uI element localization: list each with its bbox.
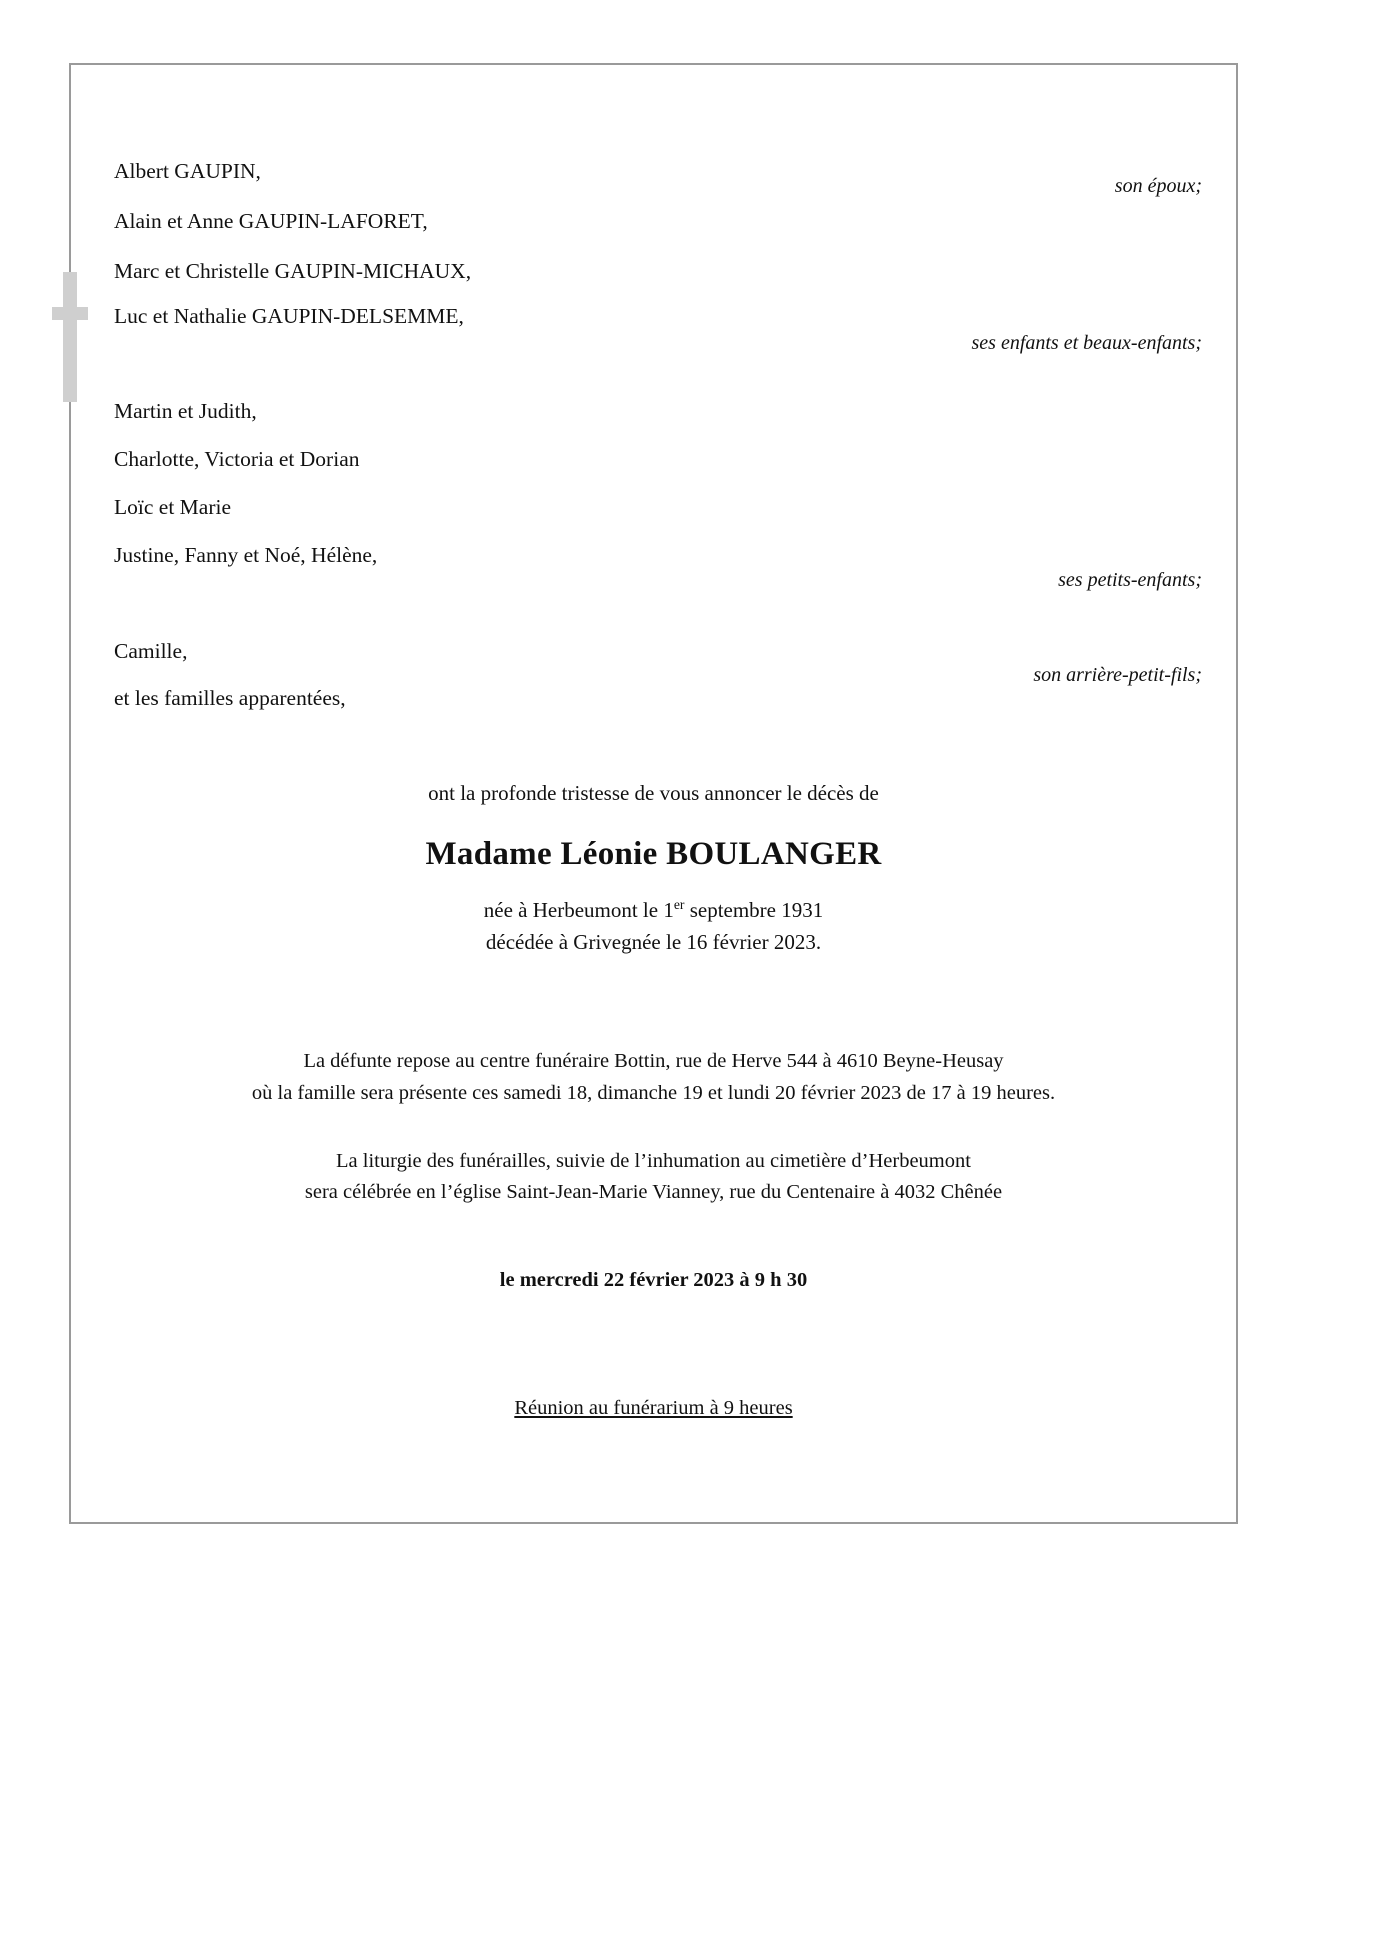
family-member-name: Camille,: [114, 639, 188, 663]
relation-label-spouse: son époux;: [1114, 175, 1202, 197]
ceremony-datetime: le mercredi 22 février 2023 à 9 h 30: [499, 1269, 808, 1292]
reunion-line: Réunion au funérarium à 9 heures: [514, 1396, 793, 1419]
relation-label-grandchildren: ses petits-enfants;: [1058, 569, 1202, 591]
family-member-name: Alain et Anne GAUPIN-LAFORET,: [114, 209, 428, 233]
spacer: [69, 1297, 1238, 1393]
liturgy-line-1: La liturgie des funérailles, suivie de l’inhumation au cimetière d’Herbeumont: [336, 1149, 971, 1172]
notice-content: [69, 63, 1238, 1524]
family-member-name: Marc et Christelle GAUPIN-MICHAUX,: [114, 259, 472, 283]
repose-line-2: où la famille sera présente ces samedi 18, dimanche 19 et lundi 20 février 2023 de 17 à 19 heures.: [251, 1081, 1056, 1104]
liturgy-line-2: sera célébrée en l’église Saint-Jean-Marie Vianney, rue du Centenaire à 4032 Chênée: [304, 1181, 1003, 1204]
relation-label-great-grandson: son arrière-petit-fils;: [1033, 664, 1202, 686]
announcement-block: [69, 779, 1238, 958]
spacer: [69, 1110, 1238, 1146]
death-line: décédée à Grivegnée le 16 février 2023.: [485, 929, 822, 954]
birth-line: née à Herbeumont le 1er septembre 1931: [483, 897, 824, 923]
deceased-name: Madame Léonie BOULANGER: [425, 836, 882, 873]
related-families-line: et les familles apparentées,: [114, 686, 346, 710]
family-member-name: Albert GAUPIN,: [114, 159, 261, 183]
family-member-name: Loïc et Marie: [114, 495, 232, 519]
family-member-name: Charlotte, Victoria et Dorian: [114, 447, 360, 471]
family-member-name: Martin et Judith,: [114, 399, 257, 423]
announcement-intro: ont la profonde tristesse de vous annoncer le décès de: [428, 781, 879, 805]
details-block: [69, 1046, 1238, 1425]
family-member-name: Luc et Nathalie GAUPIN-DELSEMME,: [114, 304, 464, 328]
relation-label-children: ses enfants et beaux-enfants;: [971, 332, 1202, 354]
family-member-name: Justine, Fanny et Noé, Hélène,: [114, 543, 378, 567]
repose-line-1: La défunte repose au centre funéraire Bottin, rue de Herve 544 à 4610 Beyne-Heusay: [303, 1050, 1004, 1072]
spacer: [69, 1209, 1238, 1265]
